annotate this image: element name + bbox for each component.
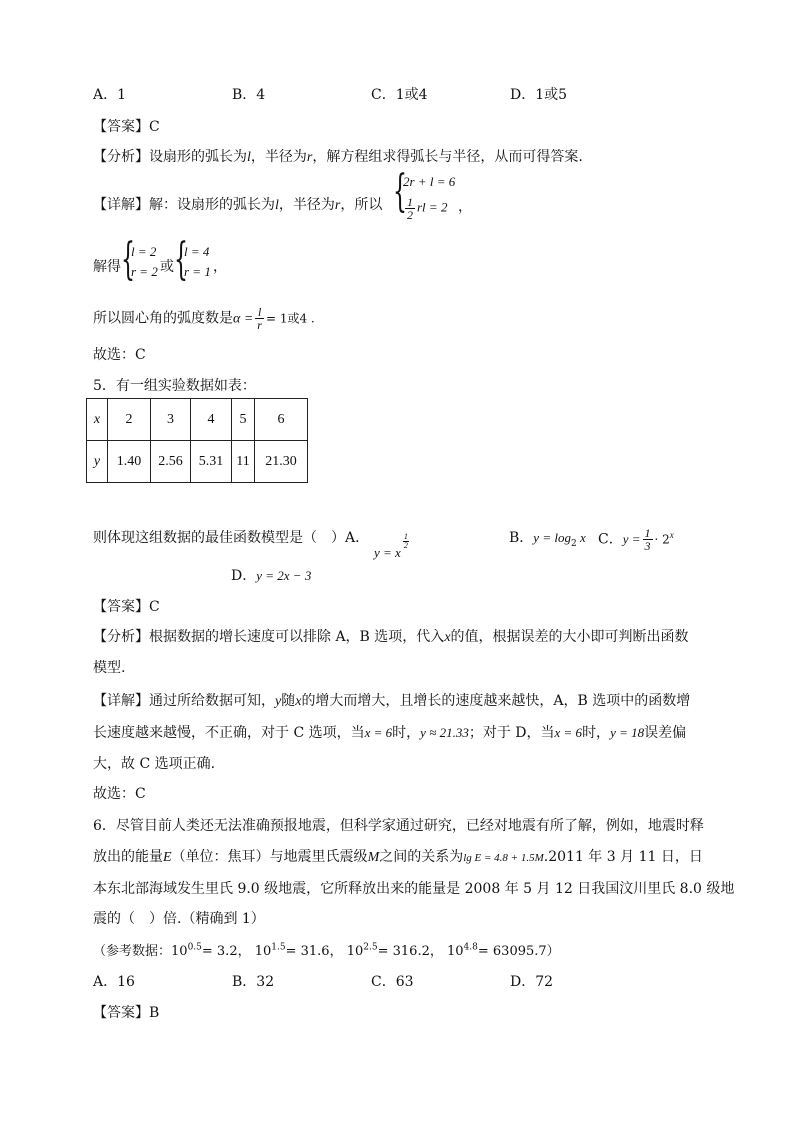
table-cell: 4 — [191, 399, 232, 441]
answer-tag: 【答案】 — [93, 599, 149, 615]
q4-analysis — [93, 146, 583, 166]
punct: ， — [213, 259, 227, 275]
solution1-line2: r = 2 — [131, 264, 158, 279]
table-cell: 3 — [151, 399, 191, 441]
alpha: α = — [233, 311, 254, 327]
q6-reference-data: （参考数据：$10^{0.5}= 3.2$， $10^{1.5}= 31.6$， $10^{2.5}= 316.2$， $10^{4.8}= 63095.7$） — [93, 942, 560, 959]
q5-option-b: B．$y = \log_2 x$ — [509, 530, 586, 549]
fraction-l-over-r: $\frac{l}{r}$ — [257, 305, 262, 332]
q5-detail-line3: 大，故 C 选项正确. — [93, 756, 216, 772]
or-text: 或 — [160, 259, 174, 275]
magnitude-formula: lg E = 4.8 + 1.5M — [463, 852, 544, 864]
q6-line4: 震的（ ）倍.（精确到 1） — [93, 911, 265, 927]
fraction-half: $\frac{1}{2}$ — [407, 195, 413, 222]
answer-value: C — [149, 599, 160, 615]
fraction-third: $\frac{1}{3}$ — [644, 526, 651, 553]
analysis-text: ，半径为 — [250, 149, 307, 165]
solve-prefix: 解得 — [93, 259, 121, 275]
detail-text: ，半径为 — [278, 197, 335, 213]
solution1-line1: l = 2 — [131, 244, 157, 259]
table-cell: 5 — [232, 399, 255, 441]
system-line-1: 2r + l = 6 — [403, 174, 456, 189]
q5-detail-line1: 【详解】通过所给数据可知，y随x的增大而增大，且增长的速度越来越快，A，B 选项中的函数增 — [93, 693, 691, 709]
q6-answer — [93, 1002, 159, 1022]
left-brace: { — [174, 234, 188, 285]
table-cell: 5.31 — [191, 441, 232, 483]
q5-question: 则体现这组数据的最佳函数模型是（ ）A． — [93, 530, 370, 546]
table-cell: 2.56 — [151, 441, 191, 483]
answer-tag: 【答案】 — [93, 119, 149, 135]
q5-analysis-line1: 【分析】根据数据的增长速度可以排除 A，B 选项，代入x的值，根据误差的大小即可判断出函数 — [93, 629, 689, 645]
q6-option-c: C．63 — [371, 974, 414, 990]
system-line-2: $\frac{1}{2}$ rl = 2 — [407, 195, 448, 222]
q5-detail-line2: 长速度越来越慢，不正确，对于 C 选项，当x = 6时，y ≈ 21.33；对于 D，当x = 6时，y = 18误差偏 — [93, 725, 687, 741]
analysis-text: ，解方程组求得弧长与半径，从而可得答案. — [312, 149, 583, 165]
analysis-text: 设扇形的弧长为 — [149, 149, 247, 165]
q5-option-d: D．y = 2x − 3 — [231, 568, 312, 584]
detail-text: 解：设扇形的弧长为 — [149, 197, 275, 213]
table-cell: 1.40 — [108, 441, 151, 483]
q5-stem: 5．有一组实验数据如表： — [93, 378, 256, 394]
solution2-line2: r = 1 — [184, 264, 211, 279]
q4-option-a: A．1 — [93, 87, 127, 103]
analysis-tag: 【分析】 — [93, 149, 149, 165]
q4-option-b: B．4 — [232, 87, 266, 103]
answer-value: C — [149, 119, 160, 135]
answer-value: B — [149, 1005, 160, 1021]
q5-analysis-line2: 模型. — [93, 660, 126, 676]
q5-option-c: C．y = $\frac{1}{3}$ · $2^x$ — [598, 526, 674, 553]
q6-option-d: D．72 — [510, 974, 554, 990]
q4-detail — [93, 194, 382, 214]
q4-answer — [93, 116, 160, 136]
table-cell: 6 — [255, 399, 308, 441]
table-cell: 2 — [108, 399, 151, 441]
data-table — [86, 398, 308, 483]
table-cell: y — [87, 441, 108, 483]
var-l: l — [247, 150, 251, 165]
q6-line2: 放出的能量E（单位：焦耳）与地震里氏震级M之间的关系为lg E = 4.8 + 1.5M.2011 年 3 月 11 日，日 — [93, 849, 703, 865]
q6-option-b: B．32 — [232, 974, 275, 990]
var-l: l — [275, 198, 279, 213]
q4-option-c: C．1或4 — [371, 87, 428, 103]
detail-tag: 【详解】 — [93, 197, 149, 213]
analysis-tag: 【分析】 — [93, 629, 149, 645]
q5-answer — [93, 596, 160, 616]
q4-option-d: D．1或5 — [510, 87, 568, 103]
detail-text: ，所以 — [340, 197, 383, 213]
q4-conclusion: 故选：C — [93, 347, 146, 363]
var-r: r — [334, 198, 341, 213]
q6-option-a: A．16 — [93, 974, 135, 990]
q6-line1: 6．尽管目前人类还无法准确预报地震，但科学家通过研究，已经对地震有所了解，例如，地震时释 — [93, 818, 704, 834]
table-cell: 21.30 — [255, 441, 308, 483]
exponent-half: $\frac{1}{2}$ — [403, 532, 408, 550]
q6-line3: 本东北部海域发生里氏 9.0 级地震，它所释放出来的能量是 2008 年 5 月 12 日我国汶川里氏 8.0 级地 — [93, 881, 735, 897]
solution2-line1: l = 4 — [184, 244, 210, 259]
q5-option-a-expr: y = x $\frac{1}{2}$ — [374, 532, 408, 560]
detail-tag: 【详解】 — [93, 693, 149, 709]
table-row — [87, 399, 308, 441]
q5-conclusion: 故选：C — [93, 786, 146, 802]
q4-angle-line: 所以圆心角的弧度数是α = $\frac{l}{r}$ = 1或4 . — [93, 305, 315, 332]
left-brace: { — [393, 166, 407, 217]
left-brace: { — [121, 234, 135, 285]
answer-tag: 【答案】 — [93, 1005, 149, 1021]
table-cell: x — [87, 399, 108, 441]
table-row — [87, 441, 308, 483]
var-r: r — [306, 150, 313, 165]
table-cell: 11 — [232, 441, 255, 483]
punct: ， — [458, 199, 472, 215]
